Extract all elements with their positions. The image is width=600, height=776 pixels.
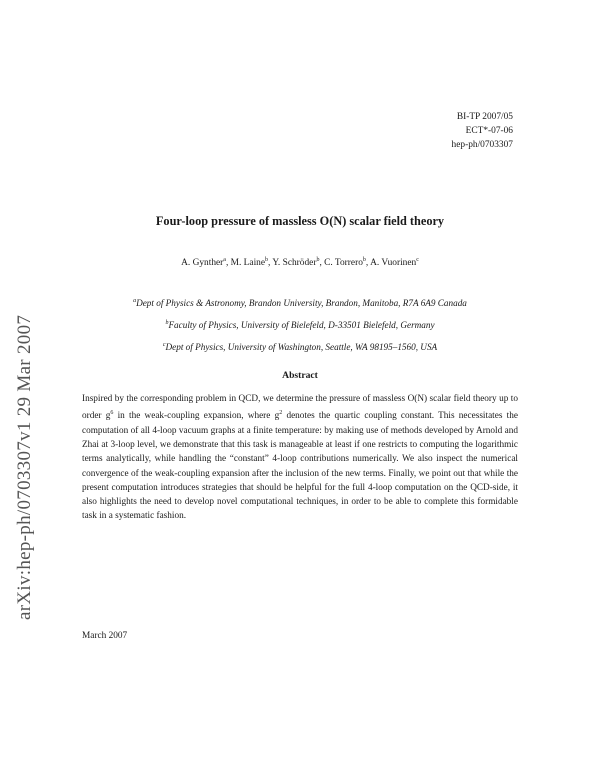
author-name: C. Torrero (324, 258, 363, 269)
affiliation-text: Dept of Physics, University of Washington, Seattle, WA 98195–1560, USA (165, 342, 438, 353)
author-name: M. Laine (230, 258, 266, 269)
abstract-exponent: 2 (279, 410, 283, 417)
report-number: BI-TP 2007/05 (456, 112, 513, 122)
affiliation (70, 291, 530, 313)
author-mark: b (265, 257, 269, 263)
abstract-part: Inspired by the corresponding problem in QCD, we determine the pressure of massless O(N) scalar field theory up to order g (82, 394, 518, 422)
abstract-text (82, 392, 518, 524)
abstract-heading: Abstract (282, 370, 318, 381)
abstract-part: denotes the quartic coupling constant. This necessitates the computation of all 4-loop vacuum graphs at a finite temperature: by making use of methods developed by Arnold and Zhai at 3-loop level, we demonstrate that this task is manageable at least if one restricts to computing the logarithmic terms analytically, while handling the “constant” 4-loop contributions numerically. We also inspect the numerical convergence of the weak-coupling expansion after the inclusion of the new terms. Finally, we point out that while the present computation introduces strategies that should be helpful for the full 4-loop computation on the QCD-side, it also highlights the need to develop novel computational techniques, in order to be able to complete this formidable task in a systematic fashion. (82, 411, 518, 522)
author-name: Y. Schröder (272, 258, 317, 269)
author-mark: b (362, 257, 366, 263)
paper-date: March 2007 (82, 631, 128, 641)
arxiv-identifier: arXiv:hep-ph/0703307v1 29 Mar 2007 (14, 314, 35, 620)
affiliation-list (70, 291, 530, 357)
affiliation-text: Dept of Physics & Astronomy, Brandon University, Brandon, Manitoba, R7A 6A9 Canada (136, 298, 467, 309)
report-number: ECT*-07-06 (465, 126, 513, 136)
arxiv-stamp (14, 200, 42, 620)
report-number: hep-ph/0703307 (451, 140, 513, 150)
affiliation-mark: a (133, 298, 137, 304)
author-name: A. Vuorinen (370, 258, 417, 269)
abstract-exponent: 6 (110, 410, 114, 417)
affiliation-text: Faculty of Physics, University of Bielefeld, D-33501 Bielefeld, Germany (168, 320, 435, 331)
affiliation (70, 313, 530, 335)
author-mark: a (223, 257, 226, 263)
paper-title: Four-loop pressure of massless O(N) scalar field theory (155, 214, 445, 228)
author-mark: b (316, 257, 320, 263)
affiliation (70, 335, 530, 357)
abstract-part: in the weak-coupling expansion, where g (113, 411, 280, 422)
affiliation-mark: c (162, 342, 166, 349)
affiliation-mark: b (165, 320, 169, 327)
author-name: A. Gynther (181, 258, 224, 269)
author-list: A. Gynther$^a$, M. Laine$^b$, Y. Schröder$^b$, C. Torrero$^b$, A. Vuorinen$^c$ (181, 257, 419, 269)
report-numbers (452, 110, 513, 152)
author-mark: c (416, 257, 419, 263)
